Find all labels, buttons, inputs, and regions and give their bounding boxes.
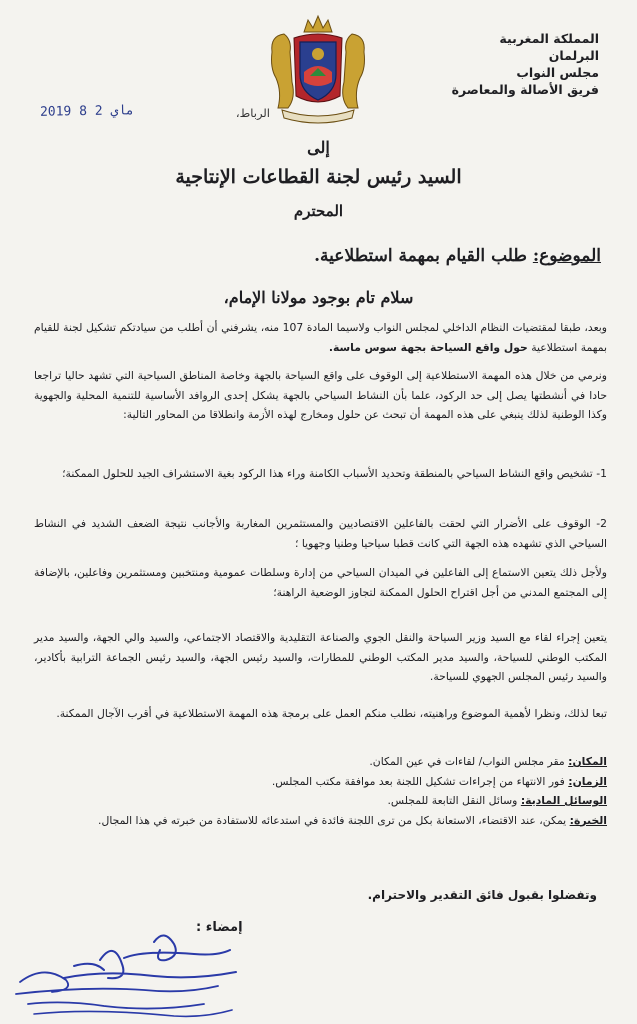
royal-coat-of-arms-icon [262,12,374,124]
addressee-to: إلى [307,138,330,157]
mission-details [34,752,607,830]
detail-means-label: الوسائل المادية: [520,794,607,807]
date-stamp: 2019 ماي 2 8 [39,103,135,120]
subject-line [31,246,601,266]
subject-text: طلب القيام بمهمة استطلاعية. [314,246,527,266]
paragraph-intro-text: وبعد، طبقا لمقتضيات النظام الداخلي لمجلس النواب ولاسيما المادة 107 منه، يشرفني أن أطلب من سيادتكم تشكيل لجنة للقيام بمهمة استطلاعية [34,321,607,354]
recipient-title: السيد رئيس لجنة القطاعات الإنتاجية [175,166,462,188]
paragraph-meetings: يتعين إجراء لقاء مع السيد وزير السياحة والنقل الجوي والصناعة التقليدية والاقتصاد الاجتماعي، والسيد والي الجهة، والسيد مدير المكتب الوطني للسياحة، والسيد مدير المكتب الوطني للمطارات، والسيد رئيس الجهة، والسيد رئيس الجماعة الترابية بأكادير، والسيد رئيس المجلس الجهوي للسياحة. [34,631,607,683]
paragraph-purpose: ونرمي من خلال هذه المهمة الاستطلاعية إلى الوقوف على واقع السياحة بالجهة وخاصة المناطق السياحية التي تشهد حاليا تراجعا حادا في أنشطتها يصل إلى حد الركود، علما بأن النشاط السياحي بالجهة يشكل إحدى الروافد الأساسية للتنمية المحلية والجهوية وكذا الوطنية لذلك ينبغي على هذه المهمة أن تبحث عن حلول ومخارج لهذه الأزمة وانطلاقا من المحاور التالية: [34,369,607,421]
detail-expertise-label: الخبرة: [569,813,607,827]
axis-item-1: 1- تشخيص واقع النشاط السياحي بالمنطقة وتحديد الأسباب الكامنة وراء هذا الركود بغية الاستشراف الجيد للحلول الممكنة؛ [62,467,607,480]
detail-time-label: الزمان: [568,774,607,788]
detail-expertise [34,811,607,831]
city-label: الرباط، [235,106,270,120]
sender-organization [429,30,599,98]
detail-expertise-text: يمكن، عند الاقتضاء، الاستعانة بكل من ترى اللجنة فائدة في استدعائه للاستفادة من خبرته في هذا المجال. [98,813,567,827]
paragraph-intro [34,318,607,357]
detail-means-text: وسائل النقل التابعة للمجلس. [387,794,518,807]
detail-place-label: المكان: [568,755,607,768]
closing-line: وتفضلوا بقبول فائق التقدير والاحترام. [367,888,597,902]
dateline [40,104,270,128]
detail-means [34,791,607,811]
signature-label: إمضاء : [196,920,243,935]
subject-label: الموضوع: [532,246,601,266]
paragraph-request: تبعا لذلك، ونظرا لأهمية الموضوع وراهنيته، نطلب منكم العمل على برمجة هذه المهمة الاستطلاعية في أقرب الآجال الممكنة. [56,707,607,720]
detail-place-text: مقر مجلس النواب/ لقاءات في عين المكان. [369,755,565,768]
handwritten-signature [4,920,244,1024]
recipient-honorific: المحترم [293,202,344,220]
salutation: سلام تام بوجود مولانا الإمام، [223,288,414,307]
detail-place [34,752,607,772]
detail-time [34,772,607,792]
detail-time-text: فور الانتهاء من إجراءات تشكيل اللجنة بعد موافقة مكتب المجلس. [271,774,565,788]
org-line-parliament: البرلمان [548,48,599,63]
paragraph-stakeholders: ولأجل ذلك يتعين الاستماع إلى الفاعلين في الميدان السياحي من إدارة وسلطات عمومية ومنتخبين ومستثمرين وفاعلين، بالإضافة إلى المجتمع المدني من أجل اقتراح الحلول الممكنة لتجاوز الوضعية الراهنة؛ [34,566,607,599]
org-line-group: فريق الأصالة والمعاصرة [451,82,599,97]
org-line-house: مجلس النواب [516,65,599,80]
paragraph-intro-topic: حول واقع السياحة بجهة سوس ماسة. [328,340,528,354]
axis-item-2: 2- الوقوف على الأضرار التي لحقت بالفاعلين الاقتصاديين والمستثمرين المغاربة والأجانب نتيجة الضعف الشديد في النشاط السياحي الذي تشهده هذه الجهة التي كانت قطبا سياحيا وطنيا وجهويا ؛ [34,517,607,550]
org-line-kingdom: المملكة المغربية [499,31,599,46]
